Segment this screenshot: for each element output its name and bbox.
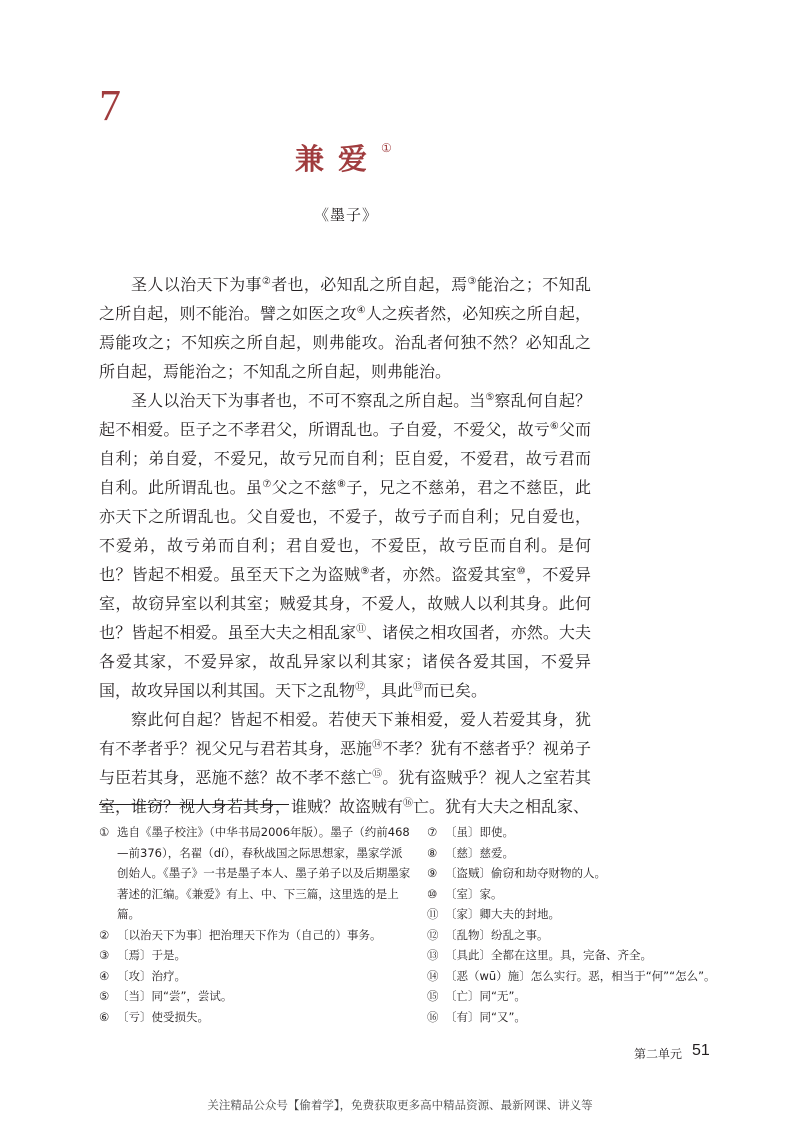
footnote-text: 〔攻〕治疗。	[117, 968, 186, 983]
footnote-number: ⑫	[427, 927, 439, 942]
footnote-text: 〔家〕卿大夫的封地。	[445, 907, 560, 921]
footnotes-left-column	[99, 822, 411, 1027]
footnote-text: 〔盗贼〕偷窃和劫夺财物的人。	[445, 866, 606, 880]
footnote-marker: ⑦	[262, 479, 272, 490]
page-title	[295, 137, 392, 178]
footnote-marker: ⑬	[413, 682, 424, 693]
footnote-number: ⑨	[427, 866, 438, 880]
footnote	[99, 945, 411, 966]
footnote-text: 〔具此〕全都在这里。具，完备、齐全。	[445, 948, 652, 962]
footnote	[427, 1007, 727, 1028]
text-segment: 人之疾者然，必知疾之所自起，焉能攻之；不知疾之所自起，则弗能攻。治乱者何独不然？必知乱之所自起，焉能治之；不知乱之所自起，则弗能治。	[99, 304, 591, 381]
footnote-text: 〔焉〕于是。	[117, 948, 186, 962]
footnote-number: ③	[99, 948, 110, 962]
unit-label: 第二单元	[634, 1047, 683, 1061]
text-segment: 、诸侯之相攻国者，亦然。大夫各爱其家，不爱异家，故乱异家以利其家；诸侯各爱其国，不爱异国，故攻异国以利其国。天下之乱物	[99, 623, 591, 700]
paragraph	[99, 270, 591, 386]
footnote-number: ⑯	[427, 1009, 439, 1024]
text-segment: 不孝？犹有不慈者乎？视弟子与臣若其身，恶施不慈？故不孝不慈亡	[99, 739, 591, 787]
footnote-number: ⑬	[427, 948, 439, 962]
text-segment: 能治之；不知乱之所自起，则不能治。譬之如医之攻	[99, 275, 591, 323]
footnote-marker: ⑫	[355, 682, 366, 693]
text-segment: 者，亦然。盗爱其室	[369, 565, 517, 584]
footnote-marker: ⑪	[356, 624, 367, 635]
footnote-number: ⑦	[427, 825, 438, 839]
footnote	[427, 986, 727, 1007]
footnote-text: 〔以治天下为事〕把治理天下作为（自己的）事务。	[117, 927, 382, 942]
footnote-text: 〔当〕同“尝”，尝试。	[117, 989, 233, 1003]
footnote	[99, 822, 411, 925]
footnote-number: ⑮	[427, 989, 439, 1003]
footnote	[427, 925, 727, 946]
footnote-text: 〔亡〕同“无”。	[445, 989, 526, 1003]
footnote-number: ②	[99, 927, 110, 942]
footnote	[427, 863, 727, 884]
text-segment: 子，兄之不慈弟，君之不慈臣，此亦天下之所谓乱也。父自爱也，不爱子，故亏子而自利；兄自爱也，不爱弟，故亏弟而自利；君自爱也，不爱臣，故亏臣而自利。是何也？皆起不相爱。虽至天下之为盗贼	[99, 478, 591, 584]
text-segment: 父之不慈	[271, 478, 337, 497]
footnote-text: 〔虽〕即使。	[445, 825, 514, 839]
text-segment: 圣人以治天下为事者也，不可不察乱之所自起。当	[131, 391, 486, 410]
text-segment: 圣人以治天下为事	[131, 275, 262, 294]
footnote-number: ④	[99, 968, 110, 983]
footnote-divider	[99, 804, 289, 805]
footnote-number: ⑪	[427, 907, 439, 921]
text-segment: 者也，必知乱之所自起，焉	[271, 275, 468, 294]
title-text: 兼爱	[295, 142, 382, 176]
footnote-marker: ⑤	[485, 392, 495, 403]
footnote-marker: ②	[261, 276, 272, 287]
footnote-number: ①	[99, 825, 110, 839]
footnote-marker: ⑧	[337, 479, 347, 490]
footnote-number: ⑥	[99, 1009, 110, 1024]
text-segment: 父而自利；弟自爱，不爱兄，故亏兄而自利；臣自爱，不爱君，故亏君而自利。此所谓乱也。虽	[99, 420, 591, 497]
paragraph	[99, 386, 591, 705]
title-note-marker: ①	[381, 141, 392, 156]
footnote-marker: ⑮	[372, 769, 383, 780]
footnote-marker: ③	[467, 276, 477, 287]
footnote-marker: ④	[356, 305, 366, 316]
footnote-marker: ⑥	[549, 421, 559, 432]
lesson-number: 7	[99, 81, 121, 130]
footnote-text: 〔恶（wū）施〕怎么实行。恶，相当于“何”“怎么”。	[445, 968, 716, 983]
footnote	[427, 904, 727, 925]
footnote-text: 〔有〕同“又”。	[445, 1009, 526, 1024]
text-segment: ，不爱异室，故窃异室以利其室；贼爱其身，不爱人，故贼人以利其身。此何也？皆起不相爱。虽至大夫之相乱家	[99, 565, 591, 642]
text-segment: 察此何自起？皆起不相爱。若使天下兼相爱，爱人若爱其身，犹有不孝者乎？视父兄与君若其身，恶施	[99, 710, 591, 758]
footnote-text: 〔慈〕慈爱。	[445, 845, 514, 860]
footnote-number: ⑤	[99, 989, 110, 1003]
footnote	[427, 822, 727, 843]
footnote	[427, 884, 727, 905]
text-segment: ，具此	[365, 681, 414, 700]
footnote-text: 〔乱物〕纷乱之事。	[445, 927, 549, 942]
footnote	[99, 925, 411, 946]
source-author: 《墨子》	[314, 206, 379, 224]
footnote-number: ⑭	[427, 968, 439, 983]
main-text	[99, 270, 591, 821]
footnote-text: 〔室〕家。	[445, 886, 503, 901]
footnote	[427, 843, 727, 864]
footnotes-right-column	[427, 822, 727, 1027]
footnote-text: 〔亏〕使受损失。	[117, 1009, 209, 1024]
text-segment: 而已矣。	[423, 681, 488, 700]
text-segment: 。犹有盗贼乎？视人之室若其室，谁窃？视人身若其身，谁贼？故盗贼有	[99, 768, 591, 816]
footnote-marker: ⑩	[516, 566, 526, 577]
footnote	[99, 1007, 411, 1028]
page-number: 51	[692, 1042, 710, 1059]
text-segment: 察乱何自起？起不相爱。臣子之不孝君父，所谓乱也。子自爱，不爱父，故亏	[99, 391, 591, 439]
watermark-text: 关注精品公众号【偷着学】，免费获取更多高中精品资源、最新网课、讲义等	[207, 1098, 593, 1112]
footnote	[99, 966, 411, 987]
footnote-marker: ⑯	[403, 798, 414, 809]
footnote-number: ⑧	[427, 845, 438, 860]
footnote	[99, 986, 411, 1007]
footnote	[427, 945, 727, 966]
footnote-marker: ⑭	[372, 740, 383, 751]
footnote-number: ⑩	[427, 886, 438, 901]
footnote-text: 选自《墨子校注》（中华书局2006年版）。墨子（约前468—前376），名翟（dí），春秋战国之际思想家，墨家学派创始人。《墨子》一书是墨子本人、墨子弟子以及后期墨家著述的汇编。《兼爱》有上、中、下三篇，这里选的是上篇。	[117, 825, 411, 921]
footnote	[427, 966, 727, 987]
text-segment: 亡。犹有大夫之相乱家、	[413, 797, 590, 816]
footnote-marker: ⑨	[360, 566, 370, 577]
